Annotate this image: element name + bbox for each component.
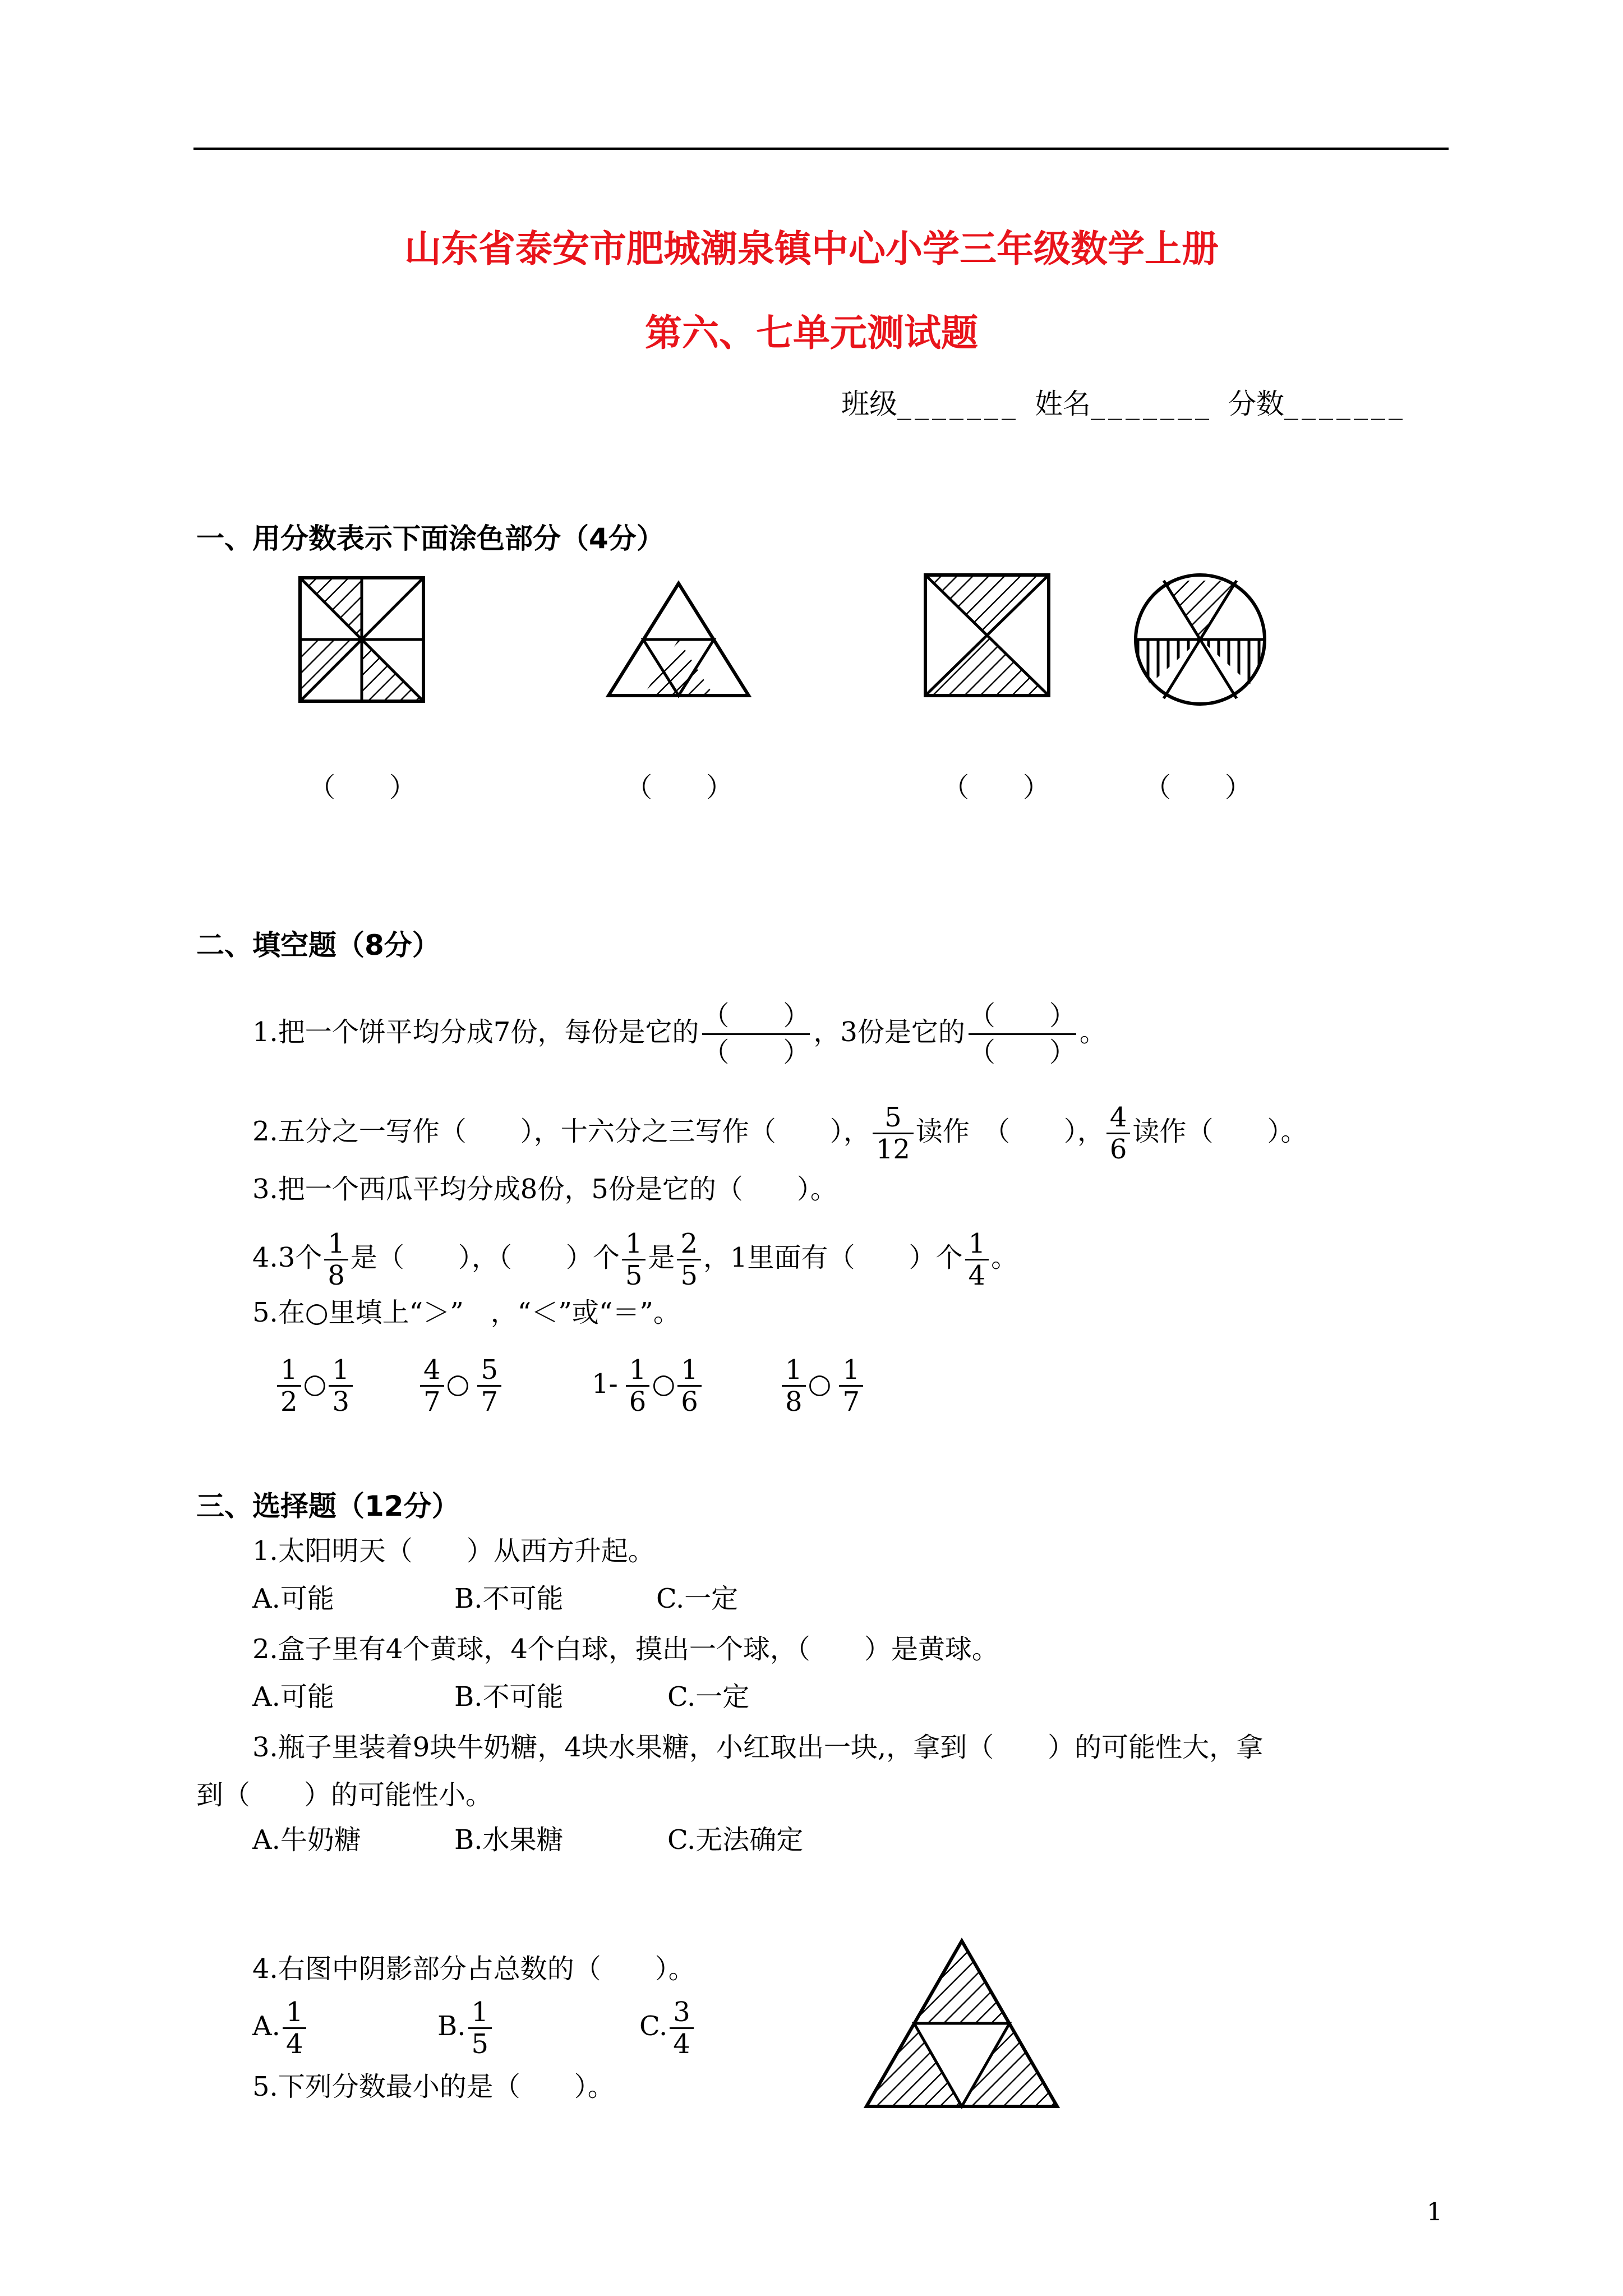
choice-q4-option-b[interactable]: B. $\frac{1}{5}$ (437, 1997, 494, 2059)
choice-q2-option-a[interactable]: A.可能 (252, 1681, 334, 1713)
choice-question-1: 1.太阳明天（ ）从西方升起。 (252, 1535, 655, 1567)
page-title-line1: 山东省泰安市肥城潮泉镇中心小学三年级数学上册 (404, 227, 1219, 270)
answer-paren-1[interactable]: （ ） (308, 772, 417, 803)
choice-q3-option-c[interactable]: C.无法确定 (667, 1824, 804, 1856)
fill-question-2: 2.五分之一写作（ ），十六分之三写作（ ）， $\frac{5}{12}$ 读作 （ ）， $\frac{4}{6}$ 读作（ ）。 (252, 1102, 1308, 1165)
choice-q3-option-a[interactable]: A.牛奶糖 (252, 1824, 361, 1856)
compare-circle-4[interactable]: ○ (808, 1368, 832, 1400)
answer-fraction-1[interactable]: （ ） （ ） (702, 999, 810, 1070)
figure-square-pinwheel (300, 578, 423, 701)
compare-item-2: $\frac{4}{7}$ ○ $\frac{5}{7}$ (418, 1355, 504, 1417)
choice-question-3-line2: 到（ ）的可能性小。 (196, 1779, 493, 1811)
score-blank[interactable]: _______ (1284, 388, 1406, 420)
choice-question-3-line1: 3.瓶子里装着9块牛奶糖，4块水果糖，小红取出一块,，拿到（ ）的可能性大，拿 (252, 1732, 1264, 1763)
figure-triangle-shaded (866, 1941, 1057, 2106)
score-label: 分数 (1228, 388, 1284, 420)
answer-paren-4[interactable]: （ ） (1144, 772, 1252, 803)
compare-item-3: 1- $\frac{1}{6}$ ○ $\frac{1}{6}$ (592, 1355, 704, 1417)
fill-question-3: 3.把一个西瓜平均分成8份，5份是它的（ ）。 (252, 1174, 837, 1205)
fill-question-5: 5.在○里填上“＞” ，“＜”或“＝”。 (252, 1297, 680, 1328)
choice-question-4: 4.右图中阴影部分占总数的（ ）。 (252, 1953, 695, 1985)
choice-q4-option-a[interactable]: A. $\frac{1}{4}$ (252, 1997, 308, 2059)
name-blank[interactable]: _______ (1091, 388, 1212, 420)
class-label: 班级 (841, 388, 897, 420)
answer-fraction-2[interactable]: （ ） （ ） (969, 999, 1076, 1070)
compare-circle-2[interactable]: ○ (446, 1368, 470, 1400)
choice-question-2: 2.盒子里有4个黄球，4个白球，摸出一个球，（ ）是黄球。 (252, 1634, 999, 1665)
figure-square-hourglass (925, 575, 1049, 696)
page-number: 1 (1427, 2198, 1442, 2226)
choice-question-5: 5.下列分数最小的是（ ）。 (252, 2071, 615, 2102)
fraction-5-12: $\frac{5}{12}$ (873, 1102, 914, 1165)
choice-q1-option-b[interactable]: B.不可能 (454, 1583, 564, 1614)
choice-q3-option-b[interactable]: B.水果糖 (454, 1824, 564, 1856)
figure-triangle-quarters (608, 583, 749, 696)
header-rule (193, 148, 1449, 150)
section3-heading: 三、选择题（12分） (196, 1490, 460, 1522)
fraction-1-5: $\frac{1}{5}$ (622, 1228, 646, 1291)
name-label: 姓名 (1035, 388, 1091, 420)
choice-q2-option-b[interactable]: B.不可能 (454, 1681, 564, 1713)
choice-q2-option-c[interactable]: C.一定 (667, 1681, 750, 1713)
section2-heading: 二、填空题（8分） (196, 929, 440, 961)
answer-paren-2[interactable]: （ ） (625, 772, 734, 803)
fraction-4-6: $\frac{4}{6}$ (1106, 1102, 1131, 1165)
fill-question-1: 1.把一个饼平均分成7份，每份是它的 （ ） （ ） ，3份是它的 （ ） （ ） 。 (252, 999, 1106, 1070)
figure-circle-sectors (1133, 572, 1267, 707)
compare-item-1: $\frac{1}{2}$ ○ $\frac{1}{3}$ (275, 1355, 355, 1417)
choice-q1-option-a[interactable]: A.可能 (252, 1583, 334, 1614)
fraction-2-5: $\frac{2}{5}$ (677, 1228, 701, 1291)
compare-item-4: $\frac{1}{8}$ ○ $\frac{1}{7}$ (780, 1355, 865, 1417)
class-blank[interactable]: _______ (897, 388, 1019, 420)
choice-q4-option-c[interactable]: C. $\frac{3}{4}$ (639, 1997, 696, 2059)
compare-circle-3[interactable]: ○ (652, 1368, 676, 1400)
compare-circle-1[interactable]: ○ (303, 1368, 327, 1400)
fill-question-4: 4.3个 $\frac{1}{8}$ 是（ ），（ ）个 $\frac{1}{5}$ 是 $\frac{2}{5}$ ，1里面有（ ）个 $\frac{1}{4}$ 。 (252, 1228, 1018, 1291)
fraction-1-4: $\frac{1}{4}$ (965, 1228, 989, 1291)
fraction-1-8: $\frac{1}{8}$ (324, 1228, 348, 1291)
answer-paren-3[interactable]: （ ） (942, 772, 1050, 803)
choice-q1-option-c[interactable]: C.一定 (656, 1583, 739, 1614)
page-title-line2: 第六、七单元测试题 (645, 311, 978, 355)
section1-heading: 一、用分数表示下面涂色部分（4分） (196, 522, 665, 555)
student-info (841, 381, 1422, 422)
